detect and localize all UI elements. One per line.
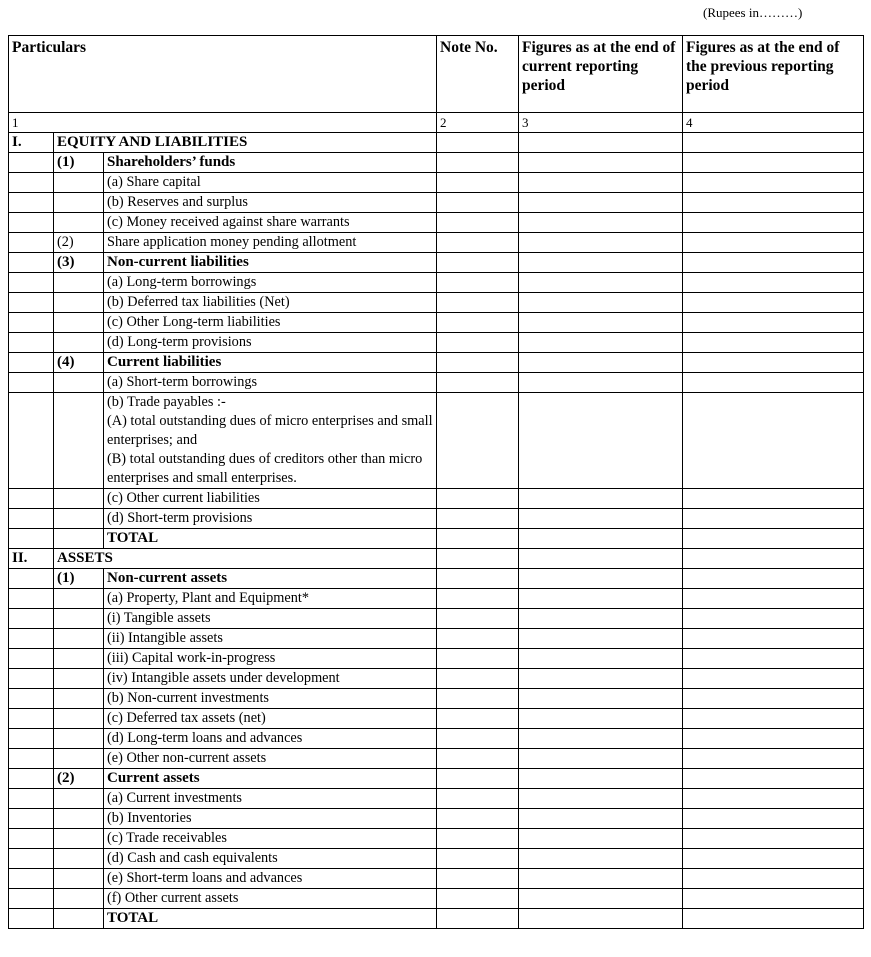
row-particular: ASSETS bbox=[54, 549, 437, 569]
row-note-no bbox=[437, 373, 519, 393]
row-current-figure bbox=[519, 749, 683, 769]
row-note-no bbox=[437, 729, 519, 749]
row-particular: Current assets bbox=[104, 769, 437, 789]
row-note-no bbox=[437, 173, 519, 193]
row-current-figure bbox=[519, 889, 683, 909]
row-subnumber: (2) bbox=[54, 769, 104, 789]
row-note-no bbox=[437, 789, 519, 809]
table-row bbox=[9, 769, 864, 789]
row-previous-figure bbox=[683, 809, 864, 829]
row-particular: (b) Inventories bbox=[104, 809, 437, 829]
table-row bbox=[9, 489, 864, 509]
row-subnumber bbox=[54, 313, 104, 333]
row-note-no bbox=[437, 609, 519, 629]
row-previous-figure bbox=[683, 133, 864, 153]
row-particular: (a) Long-term borrowings bbox=[104, 273, 437, 293]
row-subnumber bbox=[54, 789, 104, 809]
row-particular: (i) Tangible assets bbox=[104, 609, 437, 629]
row-note-no bbox=[437, 769, 519, 789]
row-note-no bbox=[437, 809, 519, 829]
row-particular: Non-current liabilities bbox=[104, 253, 437, 273]
row-note-no bbox=[437, 889, 519, 909]
row-roman bbox=[9, 729, 54, 749]
row-previous-figure bbox=[683, 273, 864, 293]
row-previous-figure bbox=[683, 313, 864, 333]
colnum-4: 4 bbox=[683, 113, 864, 133]
row-previous-figure bbox=[683, 213, 864, 233]
row-current-figure bbox=[519, 649, 683, 669]
table-row bbox=[9, 313, 864, 333]
row-previous-figure bbox=[683, 689, 864, 709]
row-roman bbox=[9, 769, 54, 789]
header-current-period: Figures as at the end of current reporting period bbox=[519, 36, 683, 113]
row-subnumber bbox=[54, 829, 104, 849]
table-row bbox=[9, 273, 864, 293]
row-previous-figure bbox=[683, 253, 864, 273]
table-row bbox=[9, 849, 864, 869]
row-note-no bbox=[437, 233, 519, 253]
table-row bbox=[9, 749, 864, 769]
table-row bbox=[9, 373, 864, 393]
row-subnumber bbox=[54, 333, 104, 353]
row-roman bbox=[9, 509, 54, 529]
row-roman bbox=[9, 809, 54, 829]
row-previous-figure bbox=[683, 353, 864, 373]
row-subnumber bbox=[54, 373, 104, 393]
row-roman bbox=[9, 373, 54, 393]
row-previous-figure bbox=[683, 529, 864, 549]
table-row bbox=[9, 193, 864, 213]
table-row bbox=[9, 393, 864, 489]
row-previous-figure bbox=[683, 393, 864, 489]
row-current-figure bbox=[519, 589, 683, 609]
row-note-no bbox=[437, 649, 519, 669]
row-subnumber bbox=[54, 489, 104, 509]
row-roman bbox=[9, 749, 54, 769]
row-note-no bbox=[437, 193, 519, 213]
table-row bbox=[9, 529, 864, 549]
row-previous-figure bbox=[683, 489, 864, 509]
row-roman bbox=[9, 709, 54, 729]
table-row bbox=[9, 669, 864, 689]
row-particular: (iv) Intangible assets under development bbox=[104, 669, 437, 689]
row-particular: (b) Reserves and surplus bbox=[104, 193, 437, 213]
row-previous-figure bbox=[683, 909, 864, 929]
row-subnumber: (2) bbox=[54, 233, 104, 253]
row-roman bbox=[9, 689, 54, 709]
row-subnumber bbox=[54, 273, 104, 293]
row-roman bbox=[9, 293, 54, 313]
row-particular: (b) Trade payables :- (A) total outstanding dues of micro enterprises and small enterprises; and (B) total outstanding dues of creditors other than micro enterprises and small enterprises. bbox=[104, 393, 437, 489]
row-roman bbox=[9, 569, 54, 589]
row-subnumber bbox=[54, 393, 104, 489]
row-particular: (a) Share capital bbox=[104, 173, 437, 193]
row-note-no bbox=[437, 313, 519, 333]
row-particular: (iii) Capital work-in-progress bbox=[104, 649, 437, 669]
row-previous-figure bbox=[683, 849, 864, 869]
row-roman bbox=[9, 273, 54, 293]
colnum-2: 2 bbox=[437, 113, 519, 133]
table-row bbox=[9, 353, 864, 373]
row-roman: I. bbox=[9, 133, 54, 153]
row-roman bbox=[9, 529, 54, 549]
row-note-no bbox=[437, 509, 519, 529]
table-row bbox=[9, 909, 864, 929]
row-note-no bbox=[437, 333, 519, 353]
table-row bbox=[9, 153, 864, 173]
table-row bbox=[9, 173, 864, 193]
row-roman bbox=[9, 353, 54, 373]
row-roman bbox=[9, 333, 54, 353]
row-previous-figure bbox=[683, 829, 864, 849]
row-note-no bbox=[437, 253, 519, 273]
row-roman bbox=[9, 589, 54, 609]
row-note-no bbox=[437, 589, 519, 609]
row-note-no bbox=[437, 569, 519, 589]
row-current-figure bbox=[519, 569, 683, 589]
row-note-no bbox=[437, 213, 519, 233]
row-roman bbox=[9, 193, 54, 213]
row-roman bbox=[9, 153, 54, 173]
row-particular: (b) Non-current investments bbox=[104, 689, 437, 709]
row-roman bbox=[9, 889, 54, 909]
row-previous-figure bbox=[683, 749, 864, 769]
table-row bbox=[9, 829, 864, 849]
row-previous-figure bbox=[683, 293, 864, 313]
row-current-figure bbox=[519, 173, 683, 193]
row-current-figure bbox=[519, 769, 683, 789]
row-current-figure bbox=[519, 849, 683, 869]
row-roman bbox=[9, 609, 54, 629]
row-subnumber bbox=[54, 213, 104, 233]
row-note-no bbox=[437, 293, 519, 313]
row-note-no bbox=[437, 393, 519, 489]
row-previous-figure bbox=[683, 173, 864, 193]
row-note-no bbox=[437, 489, 519, 509]
row-subnumber bbox=[54, 609, 104, 629]
row-subnumber bbox=[54, 869, 104, 889]
row-subnumber: (1) bbox=[54, 569, 104, 589]
row-current-figure bbox=[519, 609, 683, 629]
row-roman bbox=[9, 629, 54, 649]
row-particular: (c) Trade receivables bbox=[104, 829, 437, 849]
row-roman: II. bbox=[9, 549, 54, 569]
table-row bbox=[9, 509, 864, 529]
row-note-no bbox=[437, 829, 519, 849]
row-note-no bbox=[437, 669, 519, 689]
row-current-figure bbox=[519, 909, 683, 929]
row-current-figure bbox=[519, 489, 683, 509]
row-subnumber bbox=[54, 649, 104, 669]
row-subnumber bbox=[54, 173, 104, 193]
table-row bbox=[9, 293, 864, 313]
row-subnumber bbox=[54, 529, 104, 549]
row-current-figure bbox=[519, 193, 683, 213]
row-current-figure bbox=[519, 789, 683, 809]
row-current-figure bbox=[519, 273, 683, 293]
row-previous-figure bbox=[683, 233, 864, 253]
row-particular: Shareholders’ funds bbox=[104, 153, 437, 173]
row-previous-figure bbox=[683, 709, 864, 729]
row-current-figure bbox=[519, 333, 683, 353]
table-row bbox=[9, 889, 864, 909]
row-roman bbox=[9, 649, 54, 669]
row-particular: (e) Short-term loans and advances bbox=[104, 869, 437, 889]
row-current-figure bbox=[519, 509, 683, 529]
table-row bbox=[9, 689, 864, 709]
table-row bbox=[9, 133, 864, 153]
row-current-figure bbox=[519, 869, 683, 889]
row-particular: Current liabilities bbox=[104, 353, 437, 373]
row-roman bbox=[9, 849, 54, 869]
row-particular: TOTAL bbox=[104, 909, 437, 929]
row-roman bbox=[9, 253, 54, 273]
row-roman bbox=[9, 173, 54, 193]
row-current-figure bbox=[519, 393, 683, 489]
table-row bbox=[9, 589, 864, 609]
row-previous-figure bbox=[683, 789, 864, 809]
row-particular: (d) Long-term loans and advances bbox=[104, 729, 437, 749]
row-particular: (c) Money received against share warrants bbox=[104, 213, 437, 233]
row-note-no bbox=[437, 353, 519, 373]
row-particular: (d) Short-term provisions bbox=[104, 509, 437, 529]
row-current-figure bbox=[519, 213, 683, 233]
row-subnumber bbox=[54, 589, 104, 609]
row-particular: (c) Deferred tax assets (net) bbox=[104, 709, 437, 729]
row-note-no bbox=[437, 133, 519, 153]
row-particular: (f) Other current assets bbox=[104, 889, 437, 909]
row-particular: (a) Short-term borrowings bbox=[104, 373, 437, 393]
row-previous-figure bbox=[683, 889, 864, 909]
row-note-no bbox=[437, 629, 519, 649]
header-particulars: Particulars bbox=[9, 36, 437, 113]
row-subnumber bbox=[54, 849, 104, 869]
row-previous-figure bbox=[683, 509, 864, 529]
row-particular: (e) Other non-current assets bbox=[104, 749, 437, 769]
row-current-figure bbox=[519, 253, 683, 273]
table-row bbox=[9, 809, 864, 829]
row-particular: (c) Other Long-term liabilities bbox=[104, 313, 437, 333]
row-particular: (d) Cash and cash equivalents bbox=[104, 849, 437, 869]
table-row bbox=[9, 649, 864, 669]
row-subnumber bbox=[54, 509, 104, 529]
row-subnumber bbox=[54, 629, 104, 649]
row-previous-figure bbox=[683, 769, 864, 789]
row-previous-figure bbox=[683, 373, 864, 393]
row-subnumber bbox=[54, 689, 104, 709]
row-roman bbox=[9, 313, 54, 333]
header-row bbox=[9, 36, 864, 113]
row-previous-figure bbox=[683, 549, 864, 569]
row-current-figure bbox=[519, 153, 683, 173]
row-roman bbox=[9, 233, 54, 253]
colnum-3: 3 bbox=[519, 113, 683, 133]
row-note-no bbox=[437, 709, 519, 729]
row-roman bbox=[9, 869, 54, 889]
row-previous-figure bbox=[683, 729, 864, 749]
row-current-figure bbox=[519, 709, 683, 729]
row-subnumber bbox=[54, 293, 104, 313]
row-previous-figure bbox=[683, 333, 864, 353]
table-row bbox=[9, 789, 864, 809]
table-row bbox=[9, 709, 864, 729]
table-row bbox=[9, 729, 864, 749]
header-previous-period: Figures as at the end of the previous reporting period bbox=[683, 36, 864, 113]
row-note-no bbox=[437, 749, 519, 769]
row-current-figure bbox=[519, 233, 683, 253]
row-subnumber bbox=[54, 909, 104, 929]
row-subnumber: (3) bbox=[54, 253, 104, 273]
row-particular: (a) Current investments bbox=[104, 789, 437, 809]
row-current-figure bbox=[519, 373, 683, 393]
row-current-figure bbox=[519, 829, 683, 849]
row-current-figure bbox=[519, 669, 683, 689]
row-current-figure bbox=[519, 689, 683, 709]
table-row bbox=[9, 629, 864, 649]
balance-sheet-table bbox=[8, 35, 864, 929]
row-previous-figure bbox=[683, 609, 864, 629]
row-current-figure bbox=[519, 729, 683, 749]
row-particular: TOTAL bbox=[104, 529, 437, 549]
row-subnumber bbox=[54, 193, 104, 213]
row-particular: EQUITY AND LIABILITIES bbox=[54, 133, 437, 153]
row-subnumber: (1) bbox=[54, 153, 104, 173]
row-current-figure bbox=[519, 529, 683, 549]
row-roman bbox=[9, 489, 54, 509]
row-particular: Non-current assets bbox=[104, 569, 437, 589]
row-subnumber bbox=[54, 889, 104, 909]
row-current-figure bbox=[519, 353, 683, 373]
row-roman bbox=[9, 829, 54, 849]
row-previous-figure bbox=[683, 193, 864, 213]
row-roman bbox=[9, 909, 54, 929]
table-row bbox=[9, 333, 864, 353]
row-note-no bbox=[437, 549, 519, 569]
table-row bbox=[9, 609, 864, 629]
table-row bbox=[9, 253, 864, 273]
table-row bbox=[9, 569, 864, 589]
table-row bbox=[9, 869, 864, 889]
table-row bbox=[9, 549, 864, 569]
row-note-no bbox=[437, 153, 519, 173]
row-particular: (ii) Intangible assets bbox=[104, 629, 437, 649]
row-particular: Share application money pending allotment bbox=[104, 233, 437, 253]
row-subnumber bbox=[54, 749, 104, 769]
row-current-figure bbox=[519, 629, 683, 649]
row-current-figure bbox=[519, 313, 683, 333]
row-subnumber: (4) bbox=[54, 353, 104, 373]
row-current-figure bbox=[519, 809, 683, 829]
row-roman bbox=[9, 213, 54, 233]
row-previous-figure bbox=[683, 669, 864, 689]
row-previous-figure bbox=[683, 569, 864, 589]
row-current-figure bbox=[519, 293, 683, 313]
table-row bbox=[9, 233, 864, 253]
row-particular: (a) Property, Plant and Equipment* bbox=[104, 589, 437, 609]
row-previous-figure bbox=[683, 589, 864, 609]
row-note-no bbox=[437, 869, 519, 889]
row-previous-figure bbox=[683, 629, 864, 649]
units-note: (Rupees in………) bbox=[703, 5, 803, 20]
row-note-no bbox=[437, 529, 519, 549]
row-roman bbox=[9, 669, 54, 689]
row-previous-figure bbox=[683, 649, 864, 669]
row-particular: (d) Long-term provisions bbox=[104, 333, 437, 353]
header-note-no: Note No. bbox=[437, 36, 519, 113]
row-note-no bbox=[437, 849, 519, 869]
row-previous-figure bbox=[683, 153, 864, 173]
colnum-1: 1 bbox=[9, 113, 437, 133]
row-subnumber bbox=[54, 669, 104, 689]
row-subnumber bbox=[54, 809, 104, 829]
row-roman bbox=[9, 393, 54, 489]
row-subnumber bbox=[54, 709, 104, 729]
row-note-no bbox=[437, 273, 519, 293]
table-row bbox=[9, 213, 864, 233]
row-current-figure bbox=[519, 133, 683, 153]
row-particular: (c) Other current liabilities bbox=[104, 489, 437, 509]
column-number-row bbox=[9, 113, 864, 133]
row-note-no bbox=[437, 909, 519, 929]
row-subnumber bbox=[54, 729, 104, 749]
row-note-no bbox=[437, 689, 519, 709]
row-current-figure bbox=[519, 549, 683, 569]
row-previous-figure bbox=[683, 869, 864, 889]
row-particular: (b) Deferred tax liabilities (Net) bbox=[104, 293, 437, 313]
row-roman bbox=[9, 789, 54, 809]
